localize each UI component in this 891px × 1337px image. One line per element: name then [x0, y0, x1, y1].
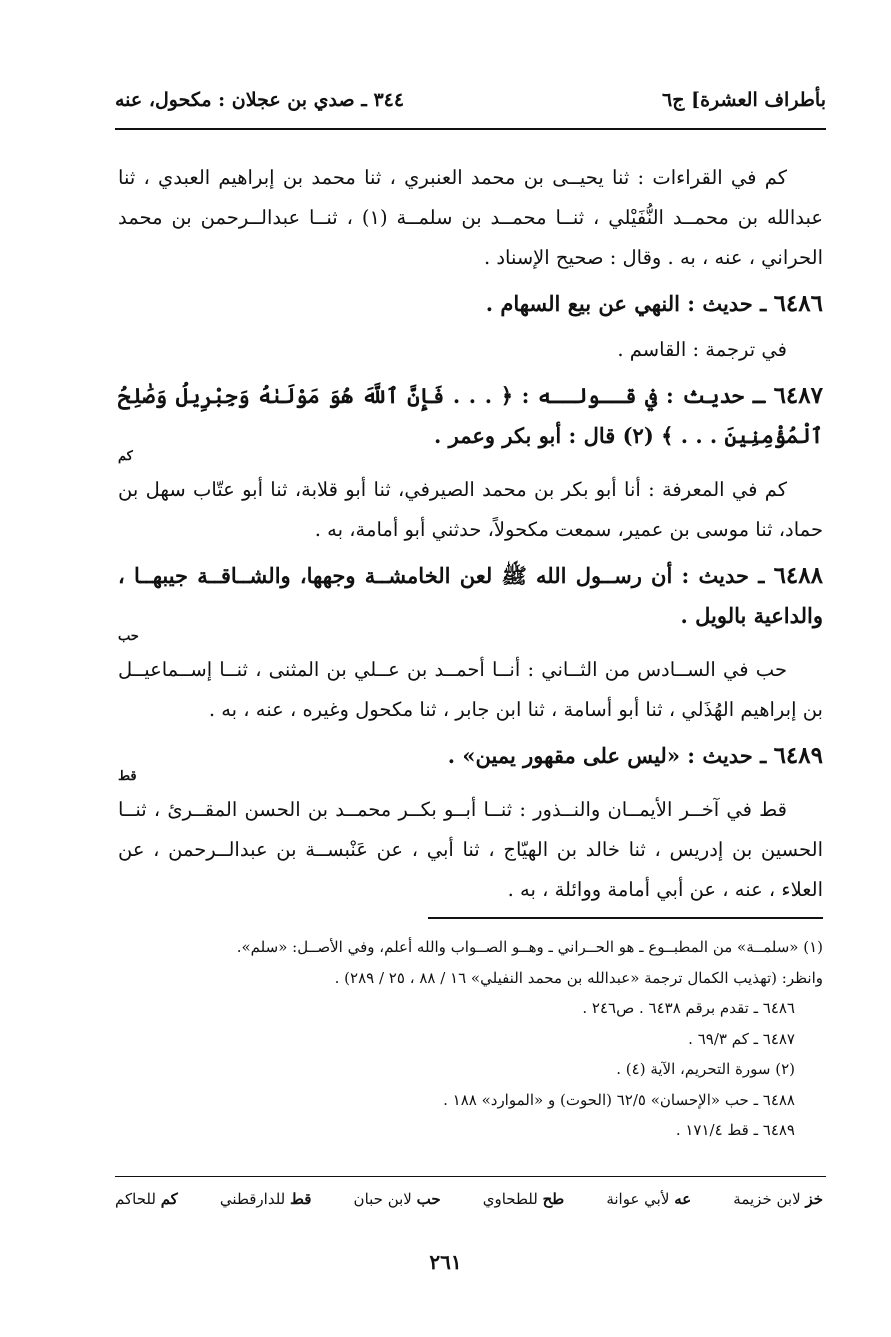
hadith-number: ٦٤٨٧ — [773, 382, 823, 409]
paragraph-source: كم في المعرفة : أنا أبو بكر بن محمد الصيرفي، ثنا أبو قلابة، ثنا أبو عتّاب سهل بن حماد، ثنا موسى بن عمير، سمعت مكحولاً، حدثني أبو أمامة، به . — [118, 478, 823, 541]
hadith-text: ـ حديث : «ليس على مقهور يمين» . — [447, 743, 767, 768]
abbreviations-divider — [115, 1176, 826, 1177]
abbr-item: طح للطحاوي — [482, 1190, 565, 1208]
hadith-number: ٦٤٨٩ — [773, 742, 823, 769]
paragraph-source: قط في آخــر الأيمــان والنــذور : ثنــا أبــو بكــر محمــد بن الحسن المقــرئ ، ثنــا الحسين بن إدريس ، ثنا خالد بن الهيّاج ، ثنا أبي ، عن عَنْبســة بن عبدالــرحمن ، عن العلاء ، عنه ، عن أبي أمامة ووائلة ، به . — [118, 798, 823, 901]
hadith-6486 — [118, 284, 823, 324]
abbreviations-key — [115, 1190, 823, 1208]
hadith-text: ـ حديث : أن رســول الله ﷺ لعن الخامشــة وجهها، والشــاقــة جيبهــا ، والداعية بالويل . — [118, 563, 823, 628]
paragraph-source: كم في القراءات : ثنا يحيــى بن محمد العنبري ، ثنا محمد بن إبراهيم العبدي ، ثنا عبدالله بن محمــد النُّفَيْلي ، ثنــا محمــد بن سلمــة (١) ، ثنــا عبدالــرحمن بن محمد الحراني ، عنه ، به . وقال : صحيح الإسناد . — [118, 166, 823, 269]
footnote-ref-6489: ٦٤٨٩ ـ قط ١٧١/٤ . — [675, 1121, 795, 1139]
source-siglum: حب — [118, 629, 139, 644]
hadith-number: ٦٤٨٦ — [773, 290, 823, 317]
source-siglum: كم — [118, 449, 133, 464]
abbr-item: حب لابن حبان — [353, 1190, 441, 1208]
paragraph-source: حب في الســادس من الثــاني : أنــا أحمــد بن عــلي بن المثنى ، ثنــا إســماعيــل بن إبراهيم الهُذَلي ، ثنا أبو أسامة ، ثنا ابن جابر ، ثنا مكحول وغيره ، عنه ، به . — [118, 658, 823, 721]
footnote-1: (١) «سلمــة» من المطبــوع ـ هو الحــراني ـ وهــو الصــواب والله أعلم، وفي الأصــل: «سلم». — [236, 938, 823, 956]
hadith-6488 — [118, 556, 823, 644]
abbr-item: خز لابن خزيمة — [733, 1190, 823, 1208]
hadith-text: ـ حديث : في قــولــه : ﴿ . . . فَإِنَّ ٱللَّهَ هُوَ مَوْلَىٰهُ وَجِبْرِيلُ وَصَٰلِحُ ٱلْمُؤْمِنِينَ . . . ﴾ (٢) قال : أبو بكر وعمر . — [118, 383, 823, 448]
abbr-item: كم للحاكم — [115, 1190, 178, 1208]
header-chapter-title: ٣٤٤ ـ صدي بن عجلان : مكحول، عنه — [115, 89, 405, 111]
footnote-divider — [428, 917, 823, 919]
hadith-text: ـ حديث : النهي عن بيع السهام . — [485, 291, 767, 316]
hadith-number: ٦٤٨٨ — [773, 562, 823, 589]
abbr-item: عه لأبي عوانة — [606, 1190, 692, 1208]
footnotes — [118, 932, 823, 1146]
footnote-1-cont: وانظر: (تهذيب الكمال ترجمة «عبدالله بن محمد النفيلي» ١٦ / ٨٨ ، ٢٥ / ٢٨٩) . — [334, 968, 823, 987]
running-header — [115, 80, 826, 120]
source-siglum: قط — [118, 769, 137, 784]
hadith-6489 — [118, 736, 823, 784]
paragraph-note: في ترجمة : القاسم . — [617, 338, 787, 361]
footnote-2: (٢) سورة التحريم، الآية (٤) . — [616, 1060, 795, 1078]
abbr-item: قط للدارقطني — [219, 1190, 312, 1208]
hadith-6487 — [118, 376, 823, 464]
main-text — [118, 158, 823, 916]
page-number: ٢٦١ — [429, 1250, 462, 1274]
header-volume-title: بأطراف العشرة] ج٦ — [662, 89, 826, 111]
footnote-ref-6488: ٦٤٨٨ ـ حب «الإحسان» ٦٢/٥ (الحوت) و «الموارد» ١٨٨ . — [443, 1090, 795, 1109]
footnote-ref-6486: ٦٤٨٦ ـ تقدم برقم ٦٤٣٨ . ص٢٤٦ . — [582, 999, 795, 1017]
footnote-ref-6487: ٦٤٨٧ ـ كم ٦٩/٣ . — [688, 1029, 795, 1048]
header-divider — [115, 128, 826, 130]
